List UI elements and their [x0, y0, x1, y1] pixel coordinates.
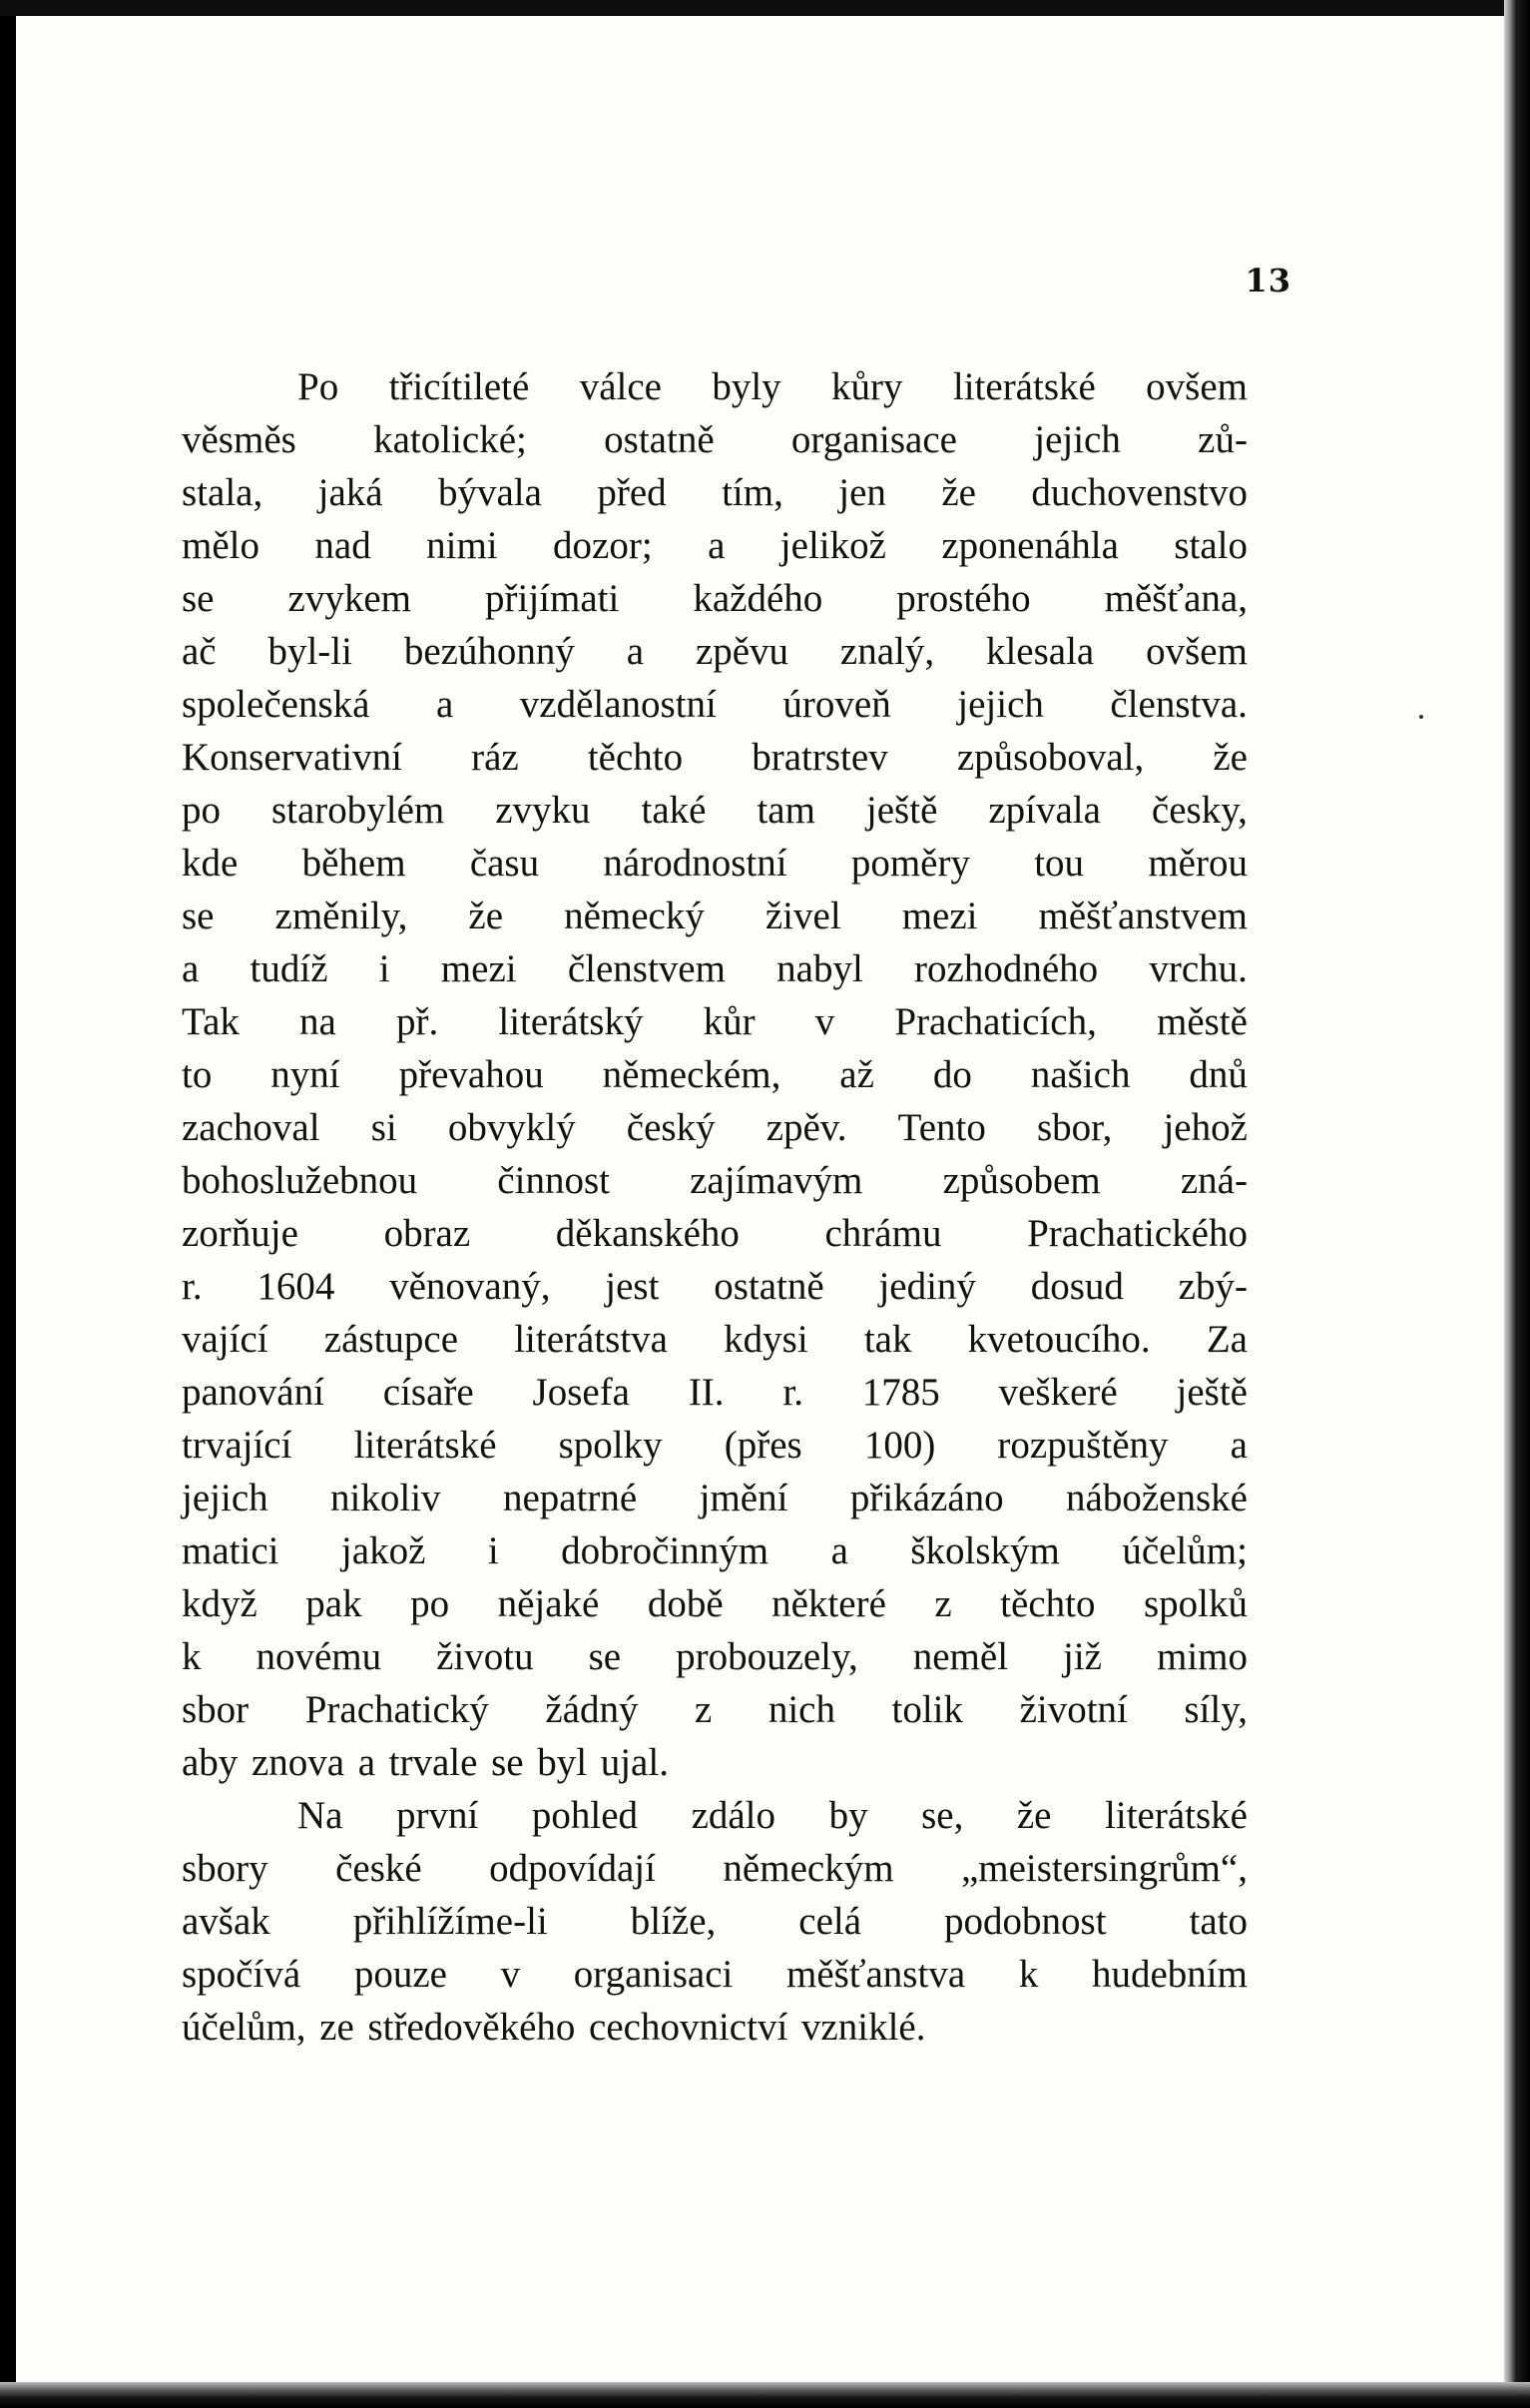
text-line: bohoslužebnou činnost zajímavým způsobem zná-	[182, 1159, 1248, 1202]
text-line: Konservativní ráz těchto bratrstev způsoboval, že	[182, 736, 1248, 779]
text-line: Tak na př. literátský kůr v Prachaticích, městě	[182, 1000, 1248, 1043]
text-line: zorňuje obraz děkanského chrámu Prachatického	[182, 1212, 1248, 1255]
text-line: spočívá pouze v organisaci měšťanstva k hudebním	[182, 1953, 1248, 1996]
text-line: ač byl-li bezúhonný a zpěvu znalý, klesala ovšem	[182, 630, 1248, 673]
scan-bottom-edge	[0, 2382, 1530, 2408]
text-line: věsměs katolické; ostatně organisace jejich zů-	[182, 418, 1248, 461]
text-line: Po třicítileté válce byly kůry literátské ovšem	[297, 365, 1248, 408]
text-line: a tudíž i mezi členstvem nabyl rozhodného vrchu.	[182, 947, 1248, 990]
text-line: panování císaře Josefa II. r. 1785 veškeré ještě	[182, 1371, 1248, 1414]
book-page	[16, 16, 1505, 2384]
paragraph	[182, 360, 1248, 1789]
paragraph	[182, 1789, 1248, 2054]
text-line: zachoval si obvyklý český zpěv. Tento sbor, jehož	[182, 1106, 1248, 1149]
text-line: vající zástupce literátstva kdysi tak kvetoucího. Za	[182, 1318, 1248, 1361]
text-line: se zvykem přijímati každého prostého měšťana,	[182, 577, 1248, 620]
text-line: to nyní převahou německém, až do našich dnů	[182, 1053, 1248, 1096]
text-line: avšak přihlížíme-li blíže, celá podobnost tato	[182, 1900, 1248, 1943]
text-line: společenská a vzdělanostní úroveň jejich členstva.	[182, 683, 1248, 726]
text-line: k novému životu se probouzely, neměl již mimo	[182, 1635, 1248, 1678]
text-line: matici jakož i dobročinným a školským účelům;	[182, 1529, 1248, 1572]
text-line: jejich nikoliv nepatrné jmění přikázáno náboženské	[182, 1477, 1248, 1519]
text-line: mělo nad nimi dozor; a jelikož zponenáhla stalo	[182, 524, 1248, 567]
text-line: trvající literátské spolky (přes 100) rozpuštěny a	[182, 1424, 1248, 1467]
scan-speck	[1419, 715, 1423, 719]
text-line: když pak po nějaké době některé z těchto spolků	[182, 1582, 1248, 1625]
text-line: sbory české odpovídají německým „meistersingrům“,	[182, 1847, 1248, 1890]
text-line: stala, jaká bývala před tím, jen že duchovenstvo	[182, 471, 1248, 514]
body-text	[182, 360, 1248, 2054]
scan-left-edge	[0, 0, 16, 2408]
text-line: Na první pohled zdálo by se, že literátské	[297, 1794, 1248, 1837]
text-line: kde během času národnostní poměry tou měrou	[182, 842, 1248, 885]
scan-right-edge	[1504, 0, 1530, 2408]
text-line: po starobylém zvyku také tam ještě zpívala česky,	[182, 789, 1248, 832]
text-line: aby znova a trvale se byl ujal.	[182, 1741, 669, 1784]
text-line: účelům, ze středověkého cechovnictví vzniklé.	[182, 2006, 926, 2049]
page-number: 13	[1245, 262, 1291, 300]
text-line: sbor Prachatický žádný z nich tolik životní síly,	[182, 1688, 1248, 1731]
text-line: r. 1604 věnovaný, jest ostatně jediný dosud zbý-	[182, 1265, 1248, 1308]
scan-top-edge	[0, 0, 1530, 16]
text-line: se změnily, že německý živel mezi měšťanstvem	[182, 895, 1248, 937]
